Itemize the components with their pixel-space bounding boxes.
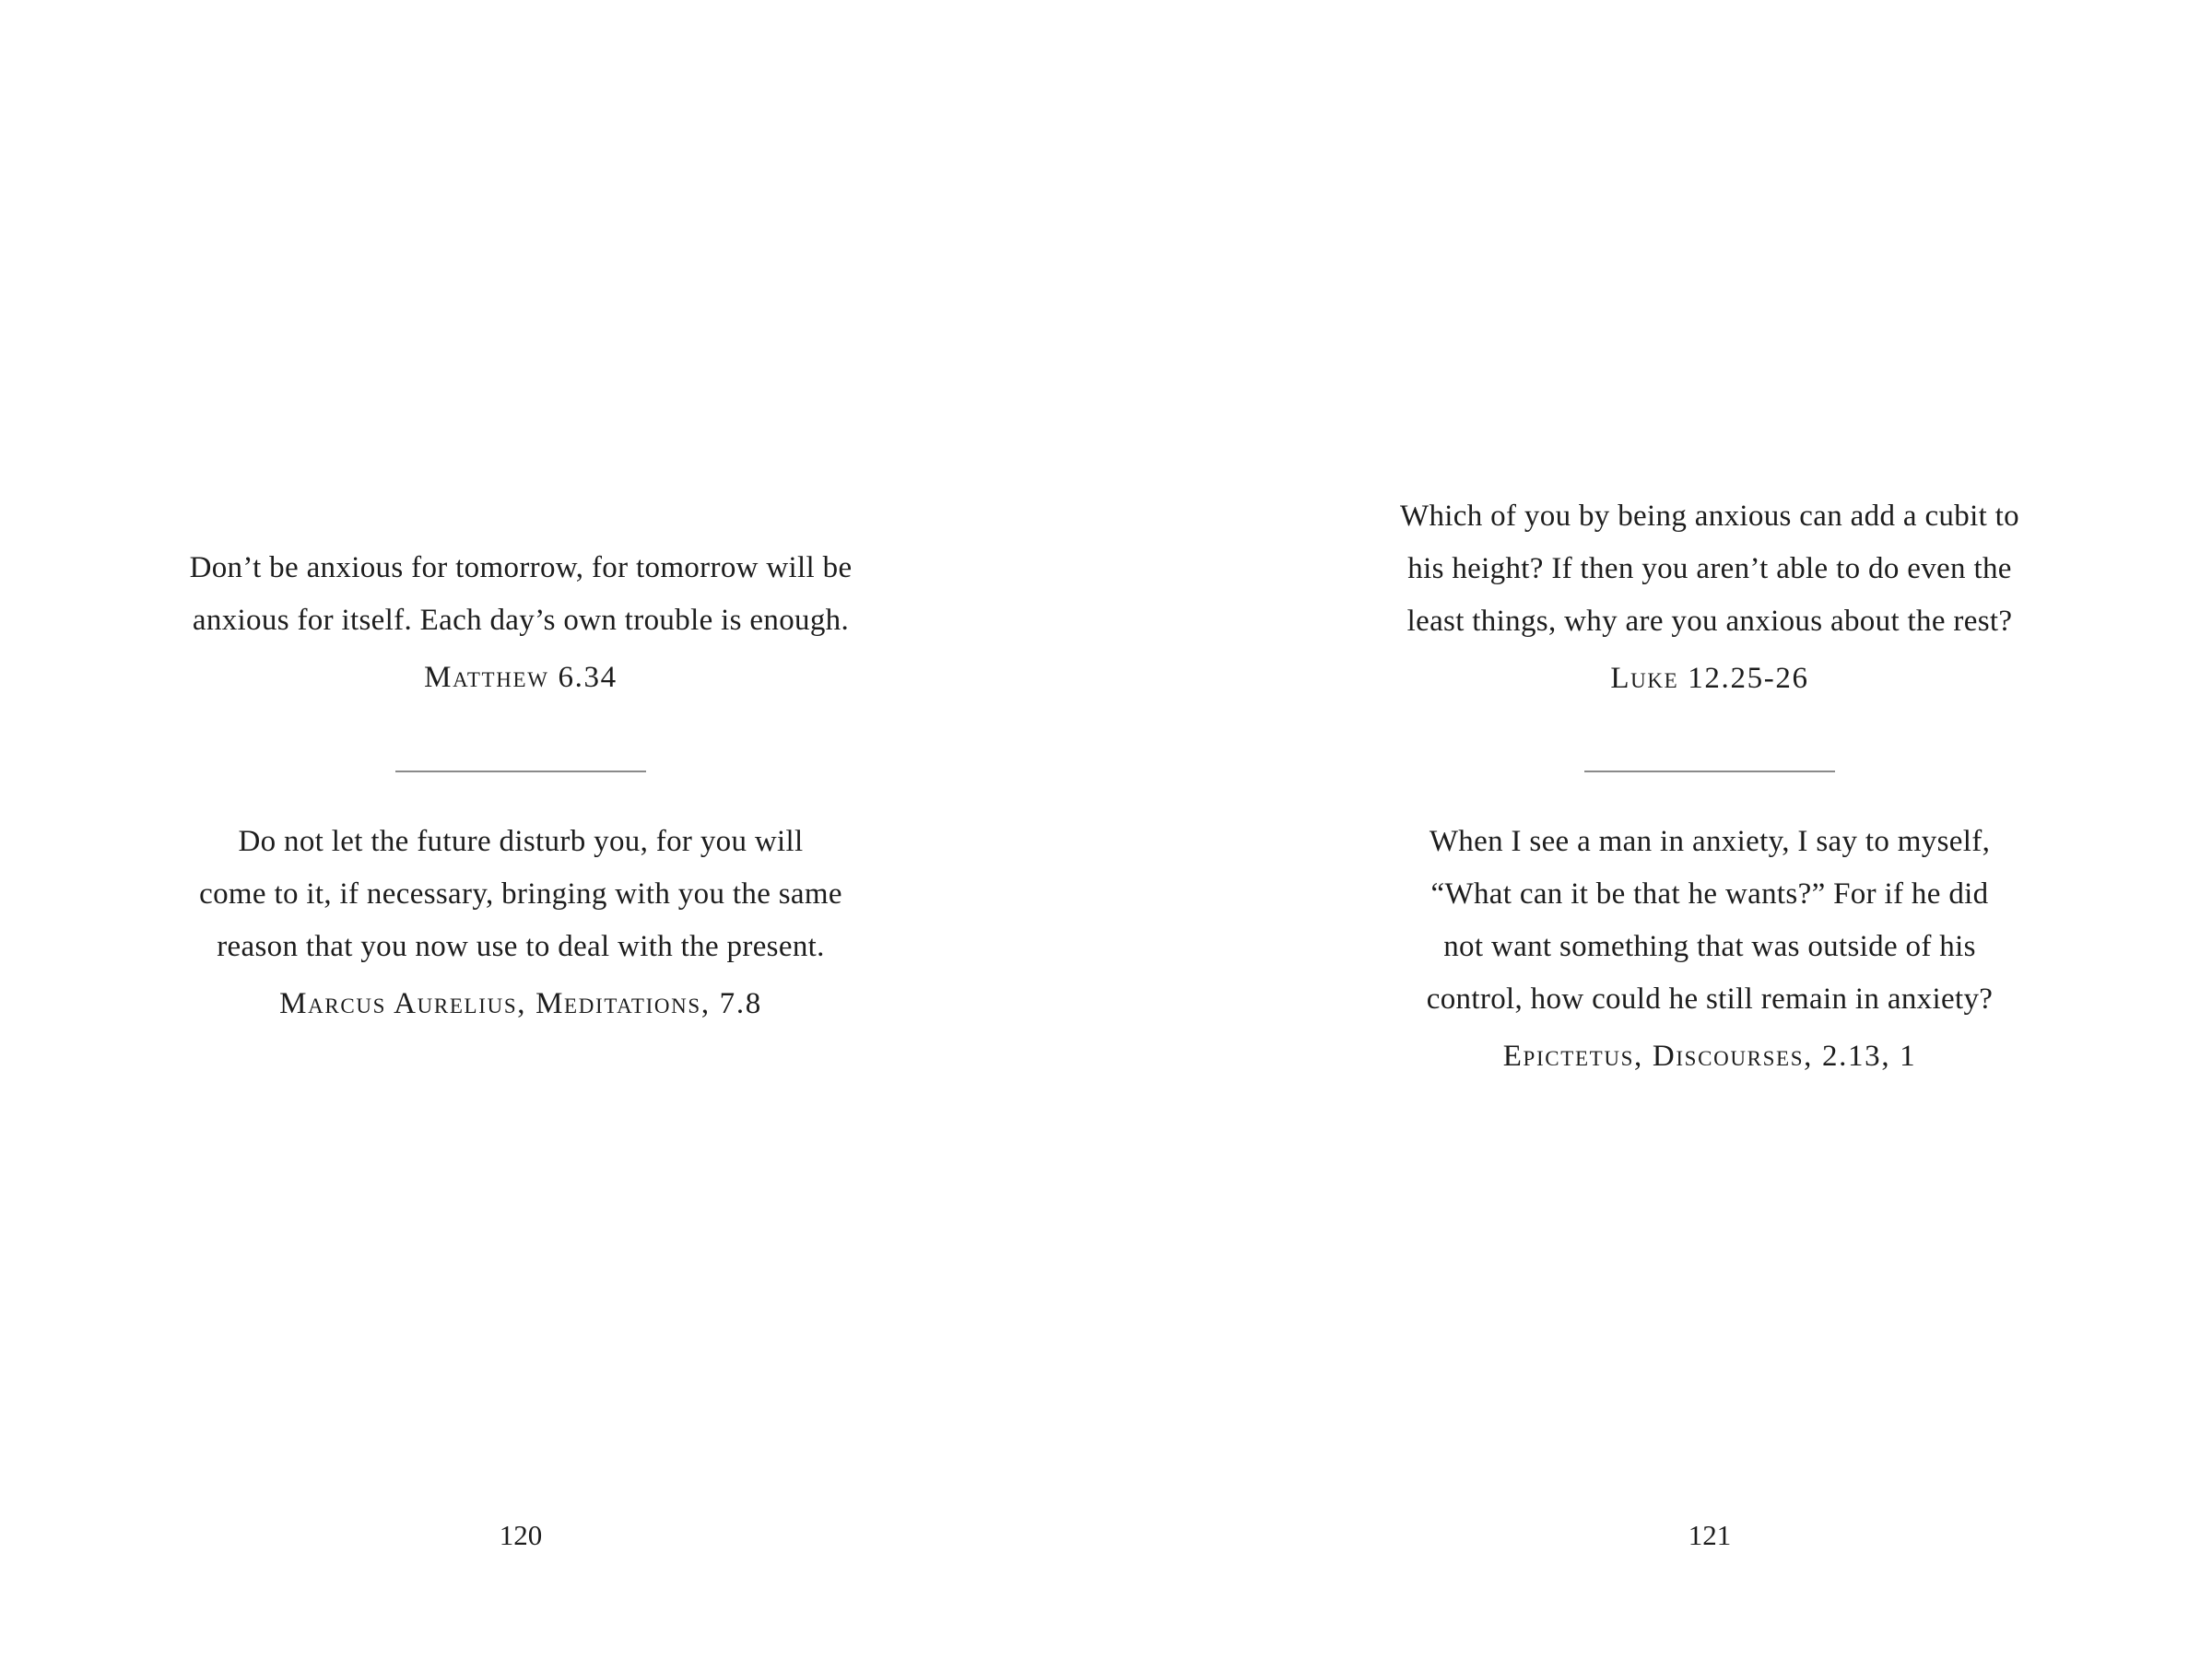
page-number: 120 bbox=[499, 1519, 543, 1551]
quote-line: Which of you by being anxious can add a cubit to bbox=[1399, 500, 2019, 533]
quote-line: Do not let the future disturb you, for you will bbox=[238, 825, 804, 858]
quote-attribution: Matthew 6.34 bbox=[424, 661, 618, 694]
quote-line: control, how could he still remain in anxiety? bbox=[1426, 982, 1994, 1016]
quote-matthew bbox=[106, 542, 935, 704]
page-number: 121 bbox=[1688, 1519, 1732, 1551]
quote-epictetus bbox=[1295, 816, 2124, 1083]
quote-marcus-aurelius bbox=[106, 816, 935, 1030]
quote-line: When I see a man in anxiety, I say to myself, bbox=[1429, 825, 1991, 858]
quote-line: his height? If then you aren’t able to do even the bbox=[1407, 552, 2012, 585]
quote-luke bbox=[1295, 490, 2124, 705]
section-divider bbox=[395, 771, 646, 772]
quote-line: Don’t be anxious for tomorrow, for tomorrow will be bbox=[189, 551, 853, 584]
quote-line: reason that you now use to deal with the present. bbox=[217, 930, 825, 963]
quote-attribution: Luke 12.25-26 bbox=[1610, 662, 1809, 695]
book-page-right bbox=[1106, 0, 2212, 1659]
quote-attribution: Epictetus, Discourses, 2.13, 1 bbox=[1502, 1040, 1917, 1073]
quote-line: least things, why are you anxious about the rest? bbox=[1406, 605, 2013, 638]
quote-line: “What can it be that he wants?” For if he did bbox=[1430, 877, 1989, 911]
quote-line: not want something that was outside of his bbox=[1443, 930, 1976, 963]
section-divider bbox=[1584, 771, 1835, 772]
quote-line: anxious for itself. Each day’s own trouble is enough. bbox=[192, 604, 850, 637]
quote-attribution: Marcus Aurelius, Meditations, 7.8 bbox=[279, 987, 762, 1020]
quote-line: come to it, if necessary, bringing with you the same bbox=[199, 877, 842, 911]
